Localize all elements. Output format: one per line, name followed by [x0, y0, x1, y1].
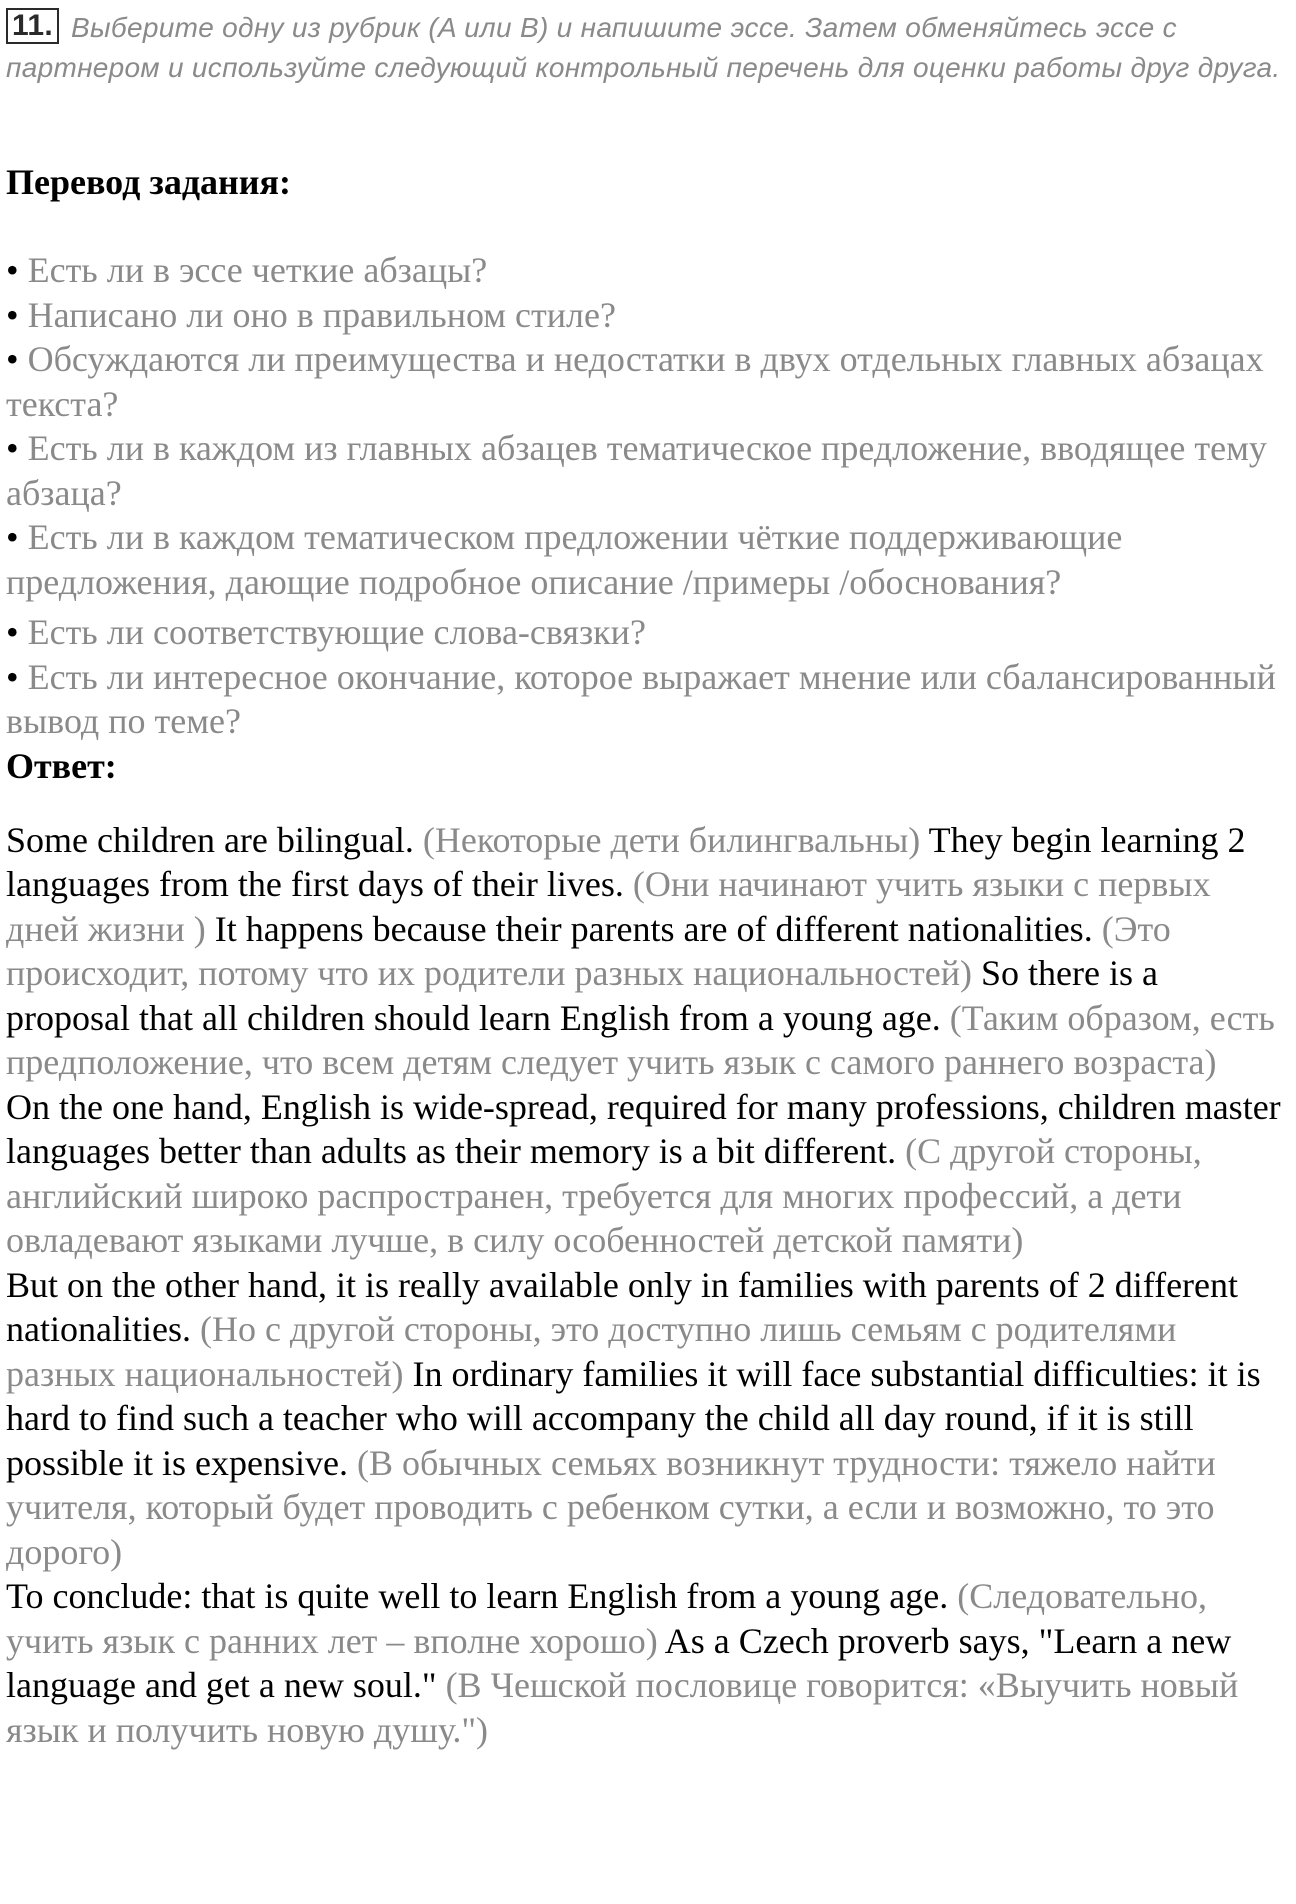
checklist-item-text: Написано ли оно в правильном стиле? — [27, 294, 616, 335]
checklist-item-text: Есть ли соответствующие слова-связки? — [27, 612, 646, 652]
checklist-item — [6, 655, 1290, 744]
russian-translation: (С другой стороны, английский широко распространен, требуется для многих профессий, а дети овладевают языками лучше, в силу особенностей детской памяти) — [6, 1131, 1202, 1260]
checklist-item — [6, 610, 1290, 655]
russian-translation: (В обычных семьях возникнут трудности: тяжело найти учителя, который будет проводить с ребенком сутки, а если и возможно, то это дорого) — [6, 1442, 1216, 1572]
english-sentence: It happens because their parents are of different nationalities. — [214, 908, 1093, 949]
answer-title: Ответ: — [6, 745, 117, 786]
answer-paragraph — [6, 818, 1290, 1085]
answer-body — [6, 818, 1290, 1753]
bullet-icon: • — [6, 339, 19, 379]
russian-translation: (Они начинают учить языки с первых дней жизни ) — [6, 864, 1211, 949]
russian-translation: (Это происходит, потому что их родители разных национальностей) — [6, 908, 1171, 993]
english-sentence: Some children are bilingual. — [6, 819, 414, 860]
checklist-item-text: Есть ли интересное окончание, которое выражает мнение или сбалансированный вывод по теме? — [6, 656, 1276, 741]
checklist-item — [6, 248, 1290, 293]
task-header — [6, 8, 1290, 88]
english-sentence: They begin learning 2 languages from the first days of their lives. — [6, 819, 1246, 904]
spacer — [6, 204, 1290, 248]
answer-paragraph — [6, 1085, 1290, 1263]
answer-paragraph — [6, 1263, 1290, 1575]
checklist-item-text: Есть ли в каждом тематическом предложении чёткие поддерживающие предложения, дающие подробное описание /примеры /обоснования? — [6, 517, 1123, 602]
english-sentence: So there is a proposal that all children should learn English from a young age. — [6, 953, 1158, 1038]
english-sentence: But on the other hand, it is really available only in families with parents of 2 different nationalities. — [6, 1264, 1239, 1349]
checklist-item — [6, 337, 1290, 426]
russian-translation: (Некоторые дети билингвальны) — [422, 819, 921, 860]
bullet-icon: • — [6, 250, 19, 290]
translation-title: Перевод задания: — [6, 162, 291, 202]
english-sentence: To conclude: that is quite well to learn English from a young age. — [6, 1576, 949, 1616]
russian-translation: (Следовательно, учить язык с ранних лет – вполне хорошо) — [6, 1576, 1207, 1661]
checklist-item-text: Обсуждаются ли преимущества и недостатки в двух отдельных главных абзацах текста? — [6, 339, 1264, 424]
english-sentence: In ordinary families it will face substantial difficulties: it is hard to find such a teacher who will accompany the child all day round, if it is still possible it is expensive. — [6, 1353, 1261, 1483]
bullet-icon: • — [6, 428, 19, 468]
bullet-icon: • — [6, 612, 19, 652]
page — [6, 8, 1290, 1752]
spacer — [6, 788, 1290, 818]
bullet-icon: • — [6, 656, 19, 697]
task-number: 11. — [6, 8, 59, 44]
russian-translation: (Но с другой стороны, это доступно лишь семьям с родителями разных национальностей) — [6, 1309, 1177, 1394]
checklist-item — [6, 426, 1290, 515]
russian-translation: (В Чешской пословице говорится: «Выучить новый язык и получить новую душу.") — [6, 1665, 1239, 1750]
checklist-item — [6, 515, 1290, 604]
russian-translation: (Таким образом, есть предположение, что всем детям следует учить язык с самого раннего возраста) — [6, 997, 1275, 1082]
task-instruction: Выберите одну из рубрик (A или B) и напишите эссе. Затем обменяйтесь эссе с партнером и используйте следующий контрольный перечень для оценки работы друг друга. — [6, 12, 1281, 83]
checklist-item-text: Есть ли в каждом из главных абзацев тематическое предложение, вводящее тему абзаца? — [6, 428, 1267, 513]
english-sentence: As a Czech proverb says, "Learn a new language and get a new soul." — [6, 1620, 1232, 1705]
english-sentence: On the one hand, English is wide-spread, required for many professions, children master languages better than adults as their memory is a bit different. — [6, 1086, 1281, 1171]
checklist-item-text: Есть ли в эссе четкие абзацы? — [27, 250, 488, 290]
bullet-icon: • — [6, 517, 19, 557]
checklist-item — [6, 293, 1290, 338]
answer-paragraph — [6, 1574, 1290, 1752]
bullet-icon: • — [6, 294, 19, 335]
spacer — [6, 88, 1290, 160]
checklist — [6, 248, 1290, 744]
